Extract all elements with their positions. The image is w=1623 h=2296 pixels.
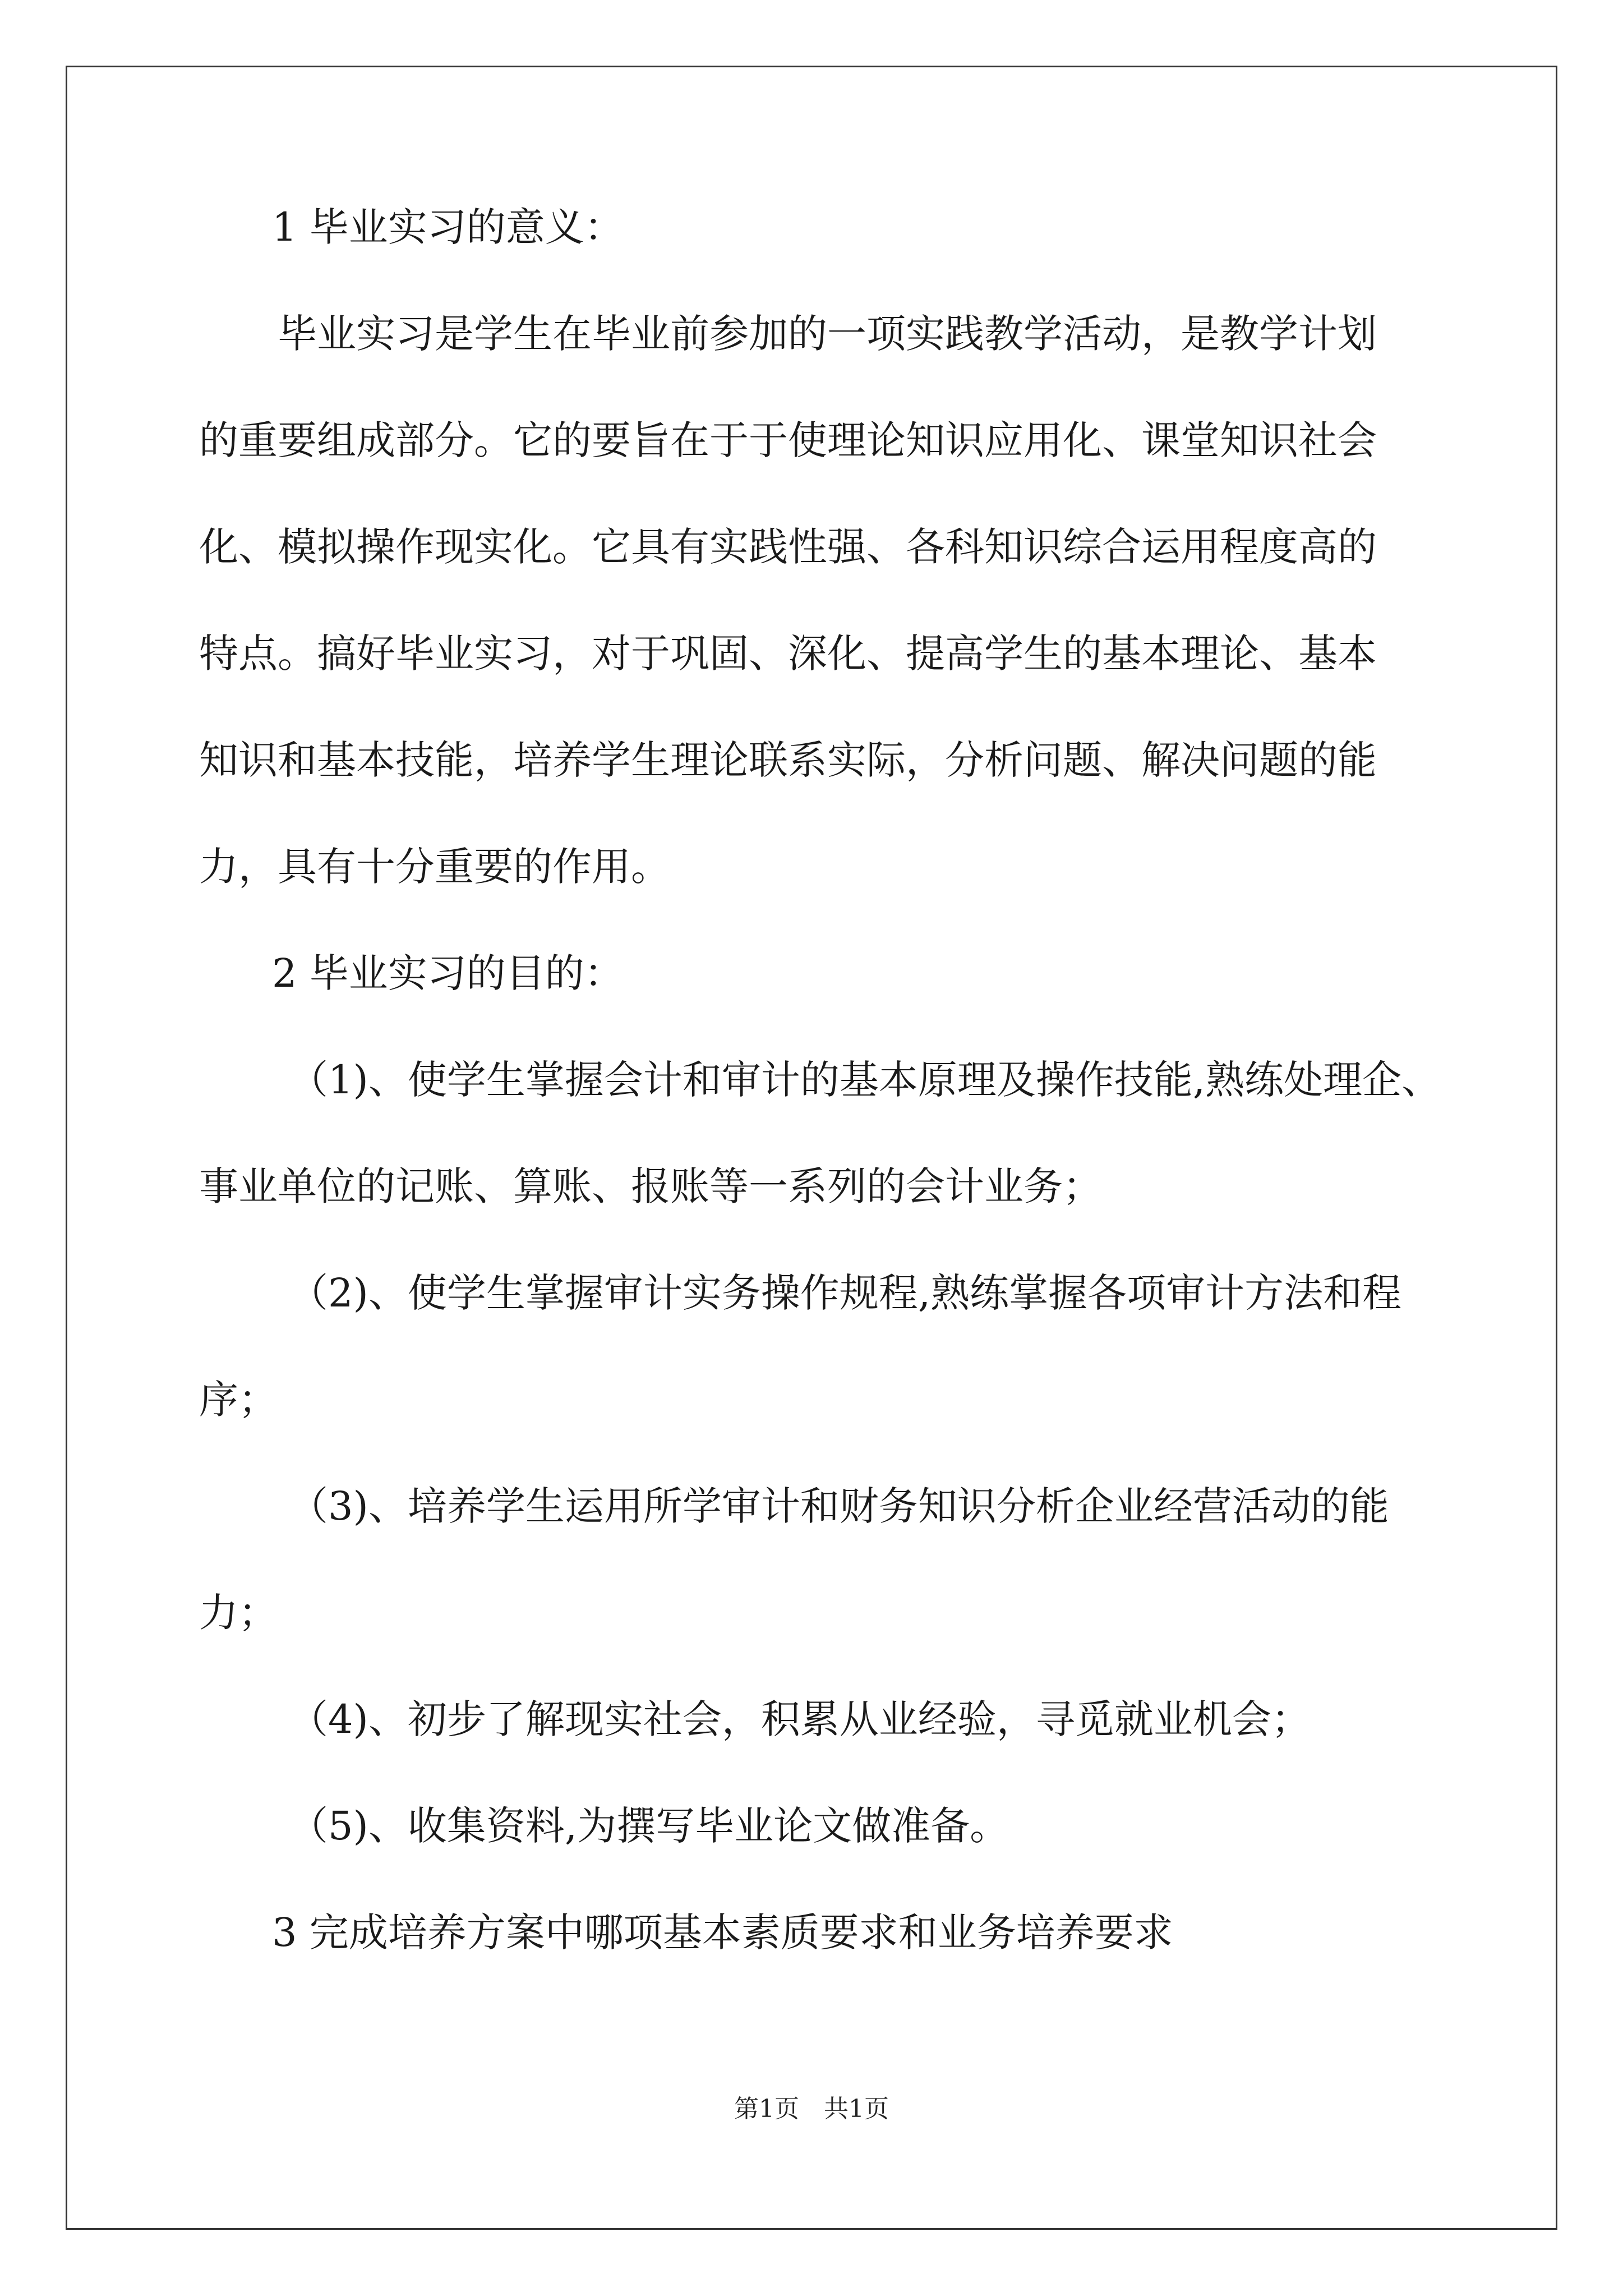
paragraph-line: 毕业实习是学生在毕业前参加的一项实践教学活动，是教学计划 — [278, 311, 1377, 357]
section-2-heading: 2 毕业实习的目的： — [272, 950, 624, 996]
paragraph-line: 的重要组成部分。它的要旨在于于使理论知识应用化、课堂知识社会 — [199, 417, 1377, 463]
paragraph-line: 力，具有十分重要的作用。 — [199, 844, 670, 890]
list-item-line: （5)、收集资料,为撰写毕业论文做准备。 — [289, 1803, 1009, 1849]
paragraph-line: 知识和基本技能，培养学生理论联系实际，分析问题、解决问题的能 — [199, 737, 1377, 783]
list-item-line: 力； — [199, 1590, 278, 1636]
section-3-heading: 3 完成培养方案中哪项基本素质要求和业务培养要求 — [272, 1910, 1173, 1955]
list-item-line: 事业单位的记账、算账、报账等一系列的会计业务； — [199, 1163, 1102, 1209]
list-item-line: （2)、使学生掌握审计实务操作规程,熟练掌握各项审计方法和程 — [289, 1270, 1402, 1316]
section-1-heading: 1 毕业实习的意义： — [272, 204, 624, 250]
page-footer: 第1页 共1页 — [734, 2095, 889, 2123]
list-item-line: （3)、培养学生运用所学审计和财务知识分析企业经营活动的能 — [289, 1483, 1389, 1529]
list-item-line: （4)、初步了解现实社会，积累从业经验，寻觅就业机会； — [289, 1696, 1311, 1742]
paragraph-line: 特点。搞好毕业实习，对于巩固、深化、提高学生的基本理论、基本 — [199, 631, 1377, 677]
paragraph-line: 化、模拟操作现实化。它具有实践性强、各科知识综合运用程度高的 — [199, 524, 1377, 570]
list-item-line: 序； — [199, 1377, 278, 1423]
list-item-line: （1)、使学生掌握会计和审计的基本原理及操作技能,熟练处理企、 — [289, 1057, 1441, 1103]
